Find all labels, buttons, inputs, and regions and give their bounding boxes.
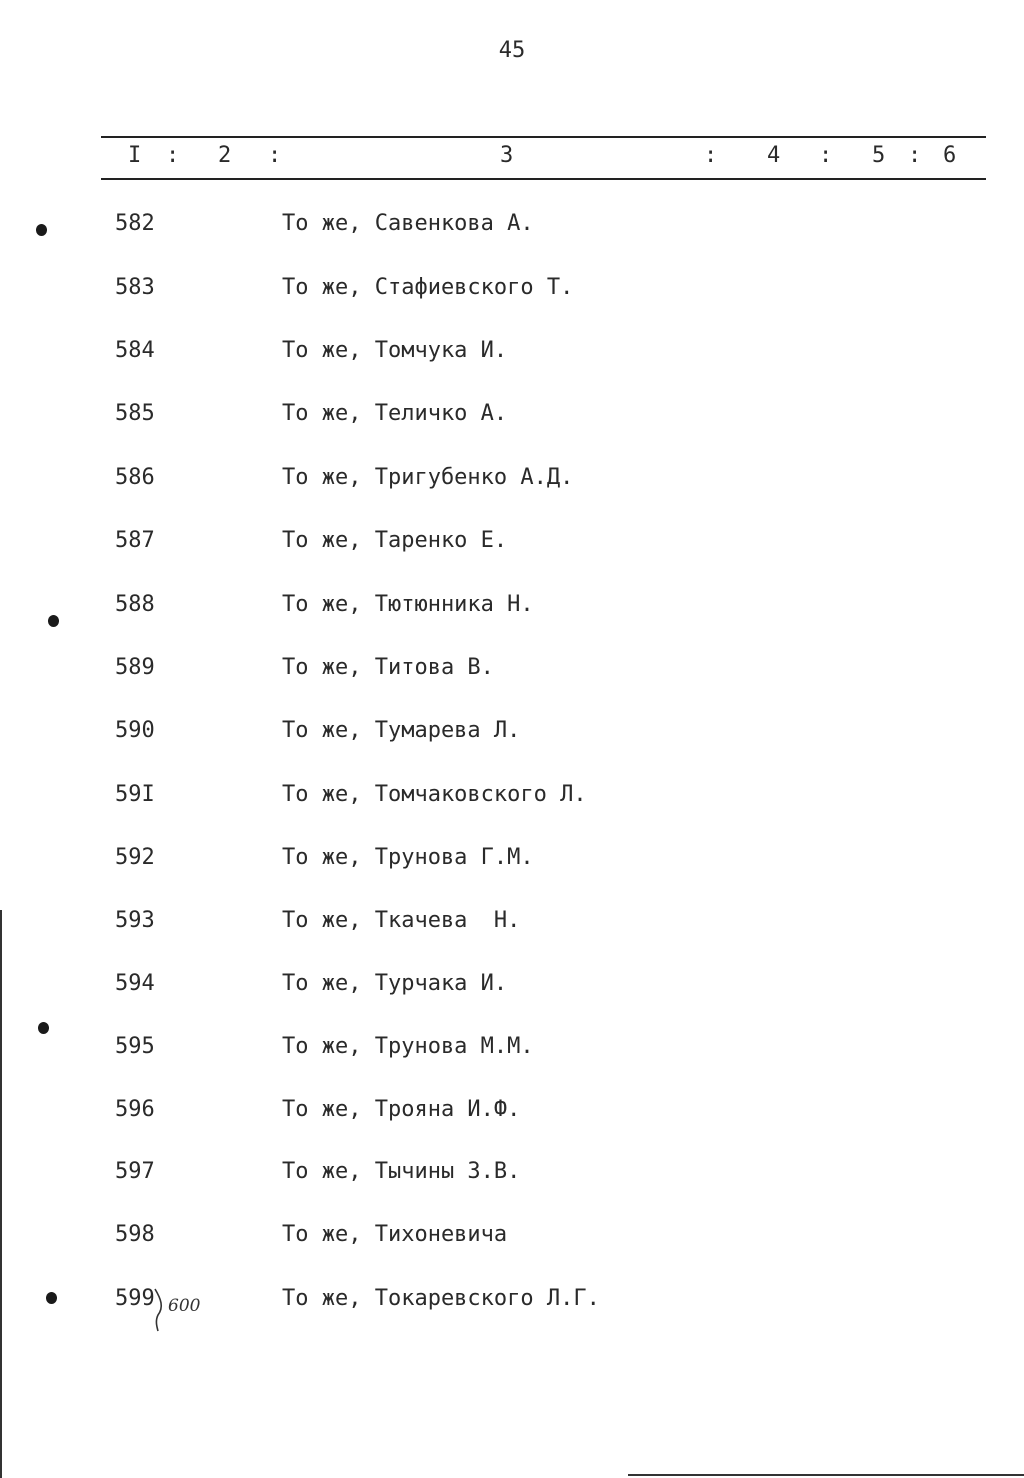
row-description: То же, Таренко Е. — [282, 528, 508, 553]
column-separator: : — [819, 143, 833, 168]
row-number: 597 — [115, 1159, 155, 1184]
row-number: 590 — [115, 718, 155, 743]
row-description: То же, Трояна И.Ф. — [282, 1097, 521, 1122]
column-separator: : — [166, 143, 180, 168]
row-number: 583 — [115, 275, 155, 300]
row-number: 586 — [115, 465, 155, 490]
row-description: То же, Титова В. — [282, 655, 494, 680]
row-number: 593 — [115, 908, 155, 933]
row-description: То же, Томчука И. — [282, 338, 508, 363]
row-number: 589 — [115, 655, 155, 680]
row-number: 596 — [115, 1097, 155, 1122]
handwritten-annotation-text: 600 — [168, 1296, 201, 1316]
row-description: То же, Трунова Г.М. — [282, 845, 534, 870]
row-number: 595 — [115, 1034, 155, 1059]
row-number: 59I — [115, 782, 155, 807]
row-description: То же, Ткачева Н. — [282, 908, 521, 933]
row-description: То же, Тумарева Л. — [282, 718, 521, 743]
row-description: То же, Трунова М.М. — [282, 1034, 534, 1059]
row-description: То же, Турчака И. — [282, 971, 508, 996]
row-number: 584 — [115, 338, 155, 363]
column-separator: : — [704, 143, 718, 168]
handwritten-annotation — [152, 1285, 212, 1333]
column-header-1: I — [128, 143, 142, 168]
column-separator: : — [908, 143, 922, 168]
row-number: 594 — [115, 971, 155, 996]
punch-hole-mark — [48, 615, 59, 627]
row-description: То же, Савенкова А. — [282, 211, 534, 236]
row-number: 587 — [115, 528, 155, 553]
row-description: То же, Тихоневича — [282, 1222, 508, 1247]
column-separator: : — [268, 143, 282, 168]
row-number: 592 — [115, 845, 155, 870]
row-description: То же, Тригубенко А.Д. — [282, 465, 574, 490]
row-description: То же, Тычины З.В. — [282, 1159, 521, 1184]
row-description: То же, Томчаковского Л. — [282, 782, 587, 807]
page-number: 45 — [498, 38, 526, 63]
page-edge-line — [628, 1474, 1024, 1476]
row-number: 598 — [115, 1222, 155, 1247]
row-description: То же, Стафиевского Т. — [282, 275, 574, 300]
row-number: 585 — [115, 401, 155, 426]
row-description: То же, Теличко А. — [282, 401, 508, 426]
column-header-4: 4 — [767, 143, 781, 168]
punch-hole-mark — [46, 1292, 57, 1304]
table-top-rule — [101, 136, 986, 138]
page-edge-line — [0, 910, 2, 1478]
row-number: 599 — [115, 1286, 155, 1311]
row-description: То же, Тютюнника Н. — [282, 592, 534, 617]
row-description: То же, Токаревского Л.Г. — [282, 1286, 600, 1311]
column-header-5: 5 — [872, 143, 886, 168]
punch-hole-mark — [36, 224, 47, 236]
column-header-2: 2 — [218, 143, 232, 168]
row-number: 588 — [115, 592, 155, 617]
column-header-6: 6 — [943, 143, 957, 168]
punch-hole-mark — [38, 1022, 49, 1034]
column-header-3: 3 — [500, 143, 514, 168]
row-number: 582 — [115, 211, 155, 236]
table-header-rule — [101, 178, 986, 180]
